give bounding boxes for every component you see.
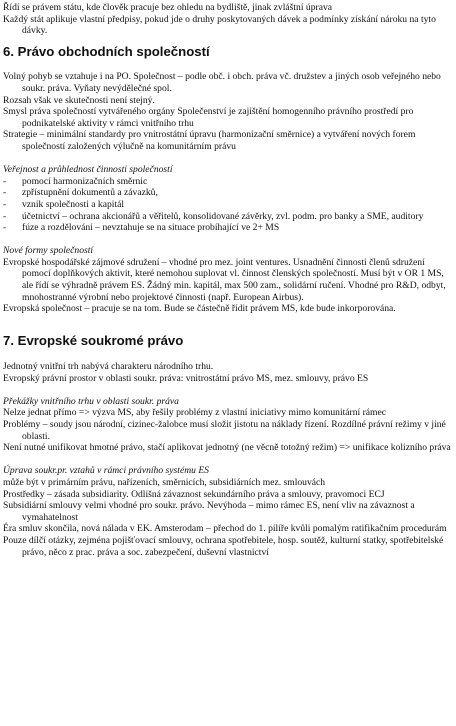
section-7-paragraph: Nelze jednat přímo => výzva MS, aby řešily problémy z vlastní iniciativy mimo komunitární rámec xyxy=(3,407,387,419)
section-6-paragraph: Volný pohyb se vztahuje i na PO. Společnost – podle obč. i obch. práva vč. družstev a jiných osob veřejného nebo soukr. práva. Vyňaty nevýdělečné spol. xyxy=(3,71,441,94)
list-item: - pomocí harmonizačních směrnic xyxy=(3,175,148,187)
subsection-heading-obstacles: Překážky vnitřního trhu v oblasti soukr. práva xyxy=(3,395,179,407)
section-7-paragraph: Evropský právní prostor v oblasti soukr. práva: vnitrostátní právo MS, mez. smlouvy, právo ES xyxy=(3,372,369,384)
section-6-paragraph: Evropské hospodářské zájmové sdružení – vhodné pro mez. joint ventures. Usnadnění činnosti členů sdružení pomocí doplňkových aktivit, které nemohou suplovat vl. činnost členských společností. Musí být v OR 1 MS, ale řídí se výhradně právem ES. Žádný min. kapitál, max 500 zam., solidární ručení. Vhodné pro R&D, odbyt, mnohostranné výrobní nebo projektové činnosti (např. European Airbus). xyxy=(3,256,446,303)
section-7-paragraph: může být v primárním právu, nařízeních, směrnicích, subsidiárních mez. smlouvách xyxy=(3,476,326,488)
section-7-paragraph: Není nutné unifikovat hmotné právo, stačí aplikovat jednotný (ne věcně totožný režim) => unifikace kolizního práva xyxy=(3,442,451,454)
section-6-paragraph: Strategie – minimální standardy pro vnitrostátní úpravu (harmonizační směrnice) a vytváření nových forem společností založených výlučně na komunitárním právu xyxy=(3,129,416,152)
section-7-paragraph: Éra smluv skončila, nová nálada v EK. Amsterodam – přechod do 1. pilíře kvůli pomalým ratifikačním procedurám xyxy=(3,523,447,535)
section-7-heading: 7. Evropské soukromé právo xyxy=(3,333,184,349)
subsection-heading-transparency: Veřejnost a průhlednost činnosti společností xyxy=(3,164,173,176)
section-7-paragraph: Prostředky – zásada subsidiarity. Odlišná závaznost sekundárního práva a smlouvy, pravomoci ECJ xyxy=(3,488,385,500)
section-6-heading: 6. Právo obchodních společností xyxy=(3,43,210,59)
list-item: - fúze a rozdělování – nevztahuje se na situace probíhající ve 2+ MS xyxy=(3,222,280,234)
list-item: - vznik společnosti a kapitál xyxy=(3,198,125,210)
subsection-heading-regulation: Úprava soukr.pr. vztahů v rámci právního systému ES xyxy=(3,465,209,477)
section-7-paragraph: Subsidiární smlouvy velmi vhodné pro soukr. právo. Nevýhoda – mimo rámec ES, není vliv na závaznost a vymahatelnost xyxy=(3,500,415,523)
section-7-paragraph: Jednotný vnitřní trh nabývá charakteru národního trhu. xyxy=(3,361,214,373)
list-item: - účetnictví – ochrana akcionářů a věřitelů, konsolidované závěrky, zvl. podm. pro banky a SME, auditory xyxy=(3,210,424,222)
section-6-paragraph: Smysl práva společností vytvářeného orgány Společenství je zajištění homogenního právního prostředí pro podnikatelské aktivity v rámci vnitřního trhu xyxy=(3,106,414,129)
intro-paragraph-1: Řídí se právem státu, kde člověk pracuje bez ohledu na bydliště, jinak zvláštní úprava xyxy=(3,2,333,13)
list-item: - zpřístupnění dokumentů a závazků, xyxy=(3,187,158,199)
section-7-paragraph: Problémy – soudy jsou národní, cizinec-žalobce musí složit jistotu na náklady řízení. Rozdílné právní režimy v jiné oblasti. xyxy=(3,419,446,442)
subsection-heading-new-forms: Nové formy společností xyxy=(3,245,94,257)
section-7-paragraph: Pouze dílčí otázky, zejména pojišťovací smlouvy, ochrana spotřebitele, hosp. soutěž, kulturní statky, spotřebitelské právo, něco z prac. práva a soc. zabezpečení, duševní vlastnictví xyxy=(3,534,444,558)
intro-paragraph-2: Každý stát aplikuje vlastní předpisy, pokud jde o druhy poskytovaných dávek a podmínky získání nároku na tyto dávky. xyxy=(3,13,436,37)
section-6-paragraph: Rozsah však ve skutečnosti není stejný. xyxy=(3,94,155,106)
section-6-paragraph: Evropská společnost – pracuje se na tom. Bude se částečně řídit právem MS, kde bude inkorporována. xyxy=(3,303,396,315)
